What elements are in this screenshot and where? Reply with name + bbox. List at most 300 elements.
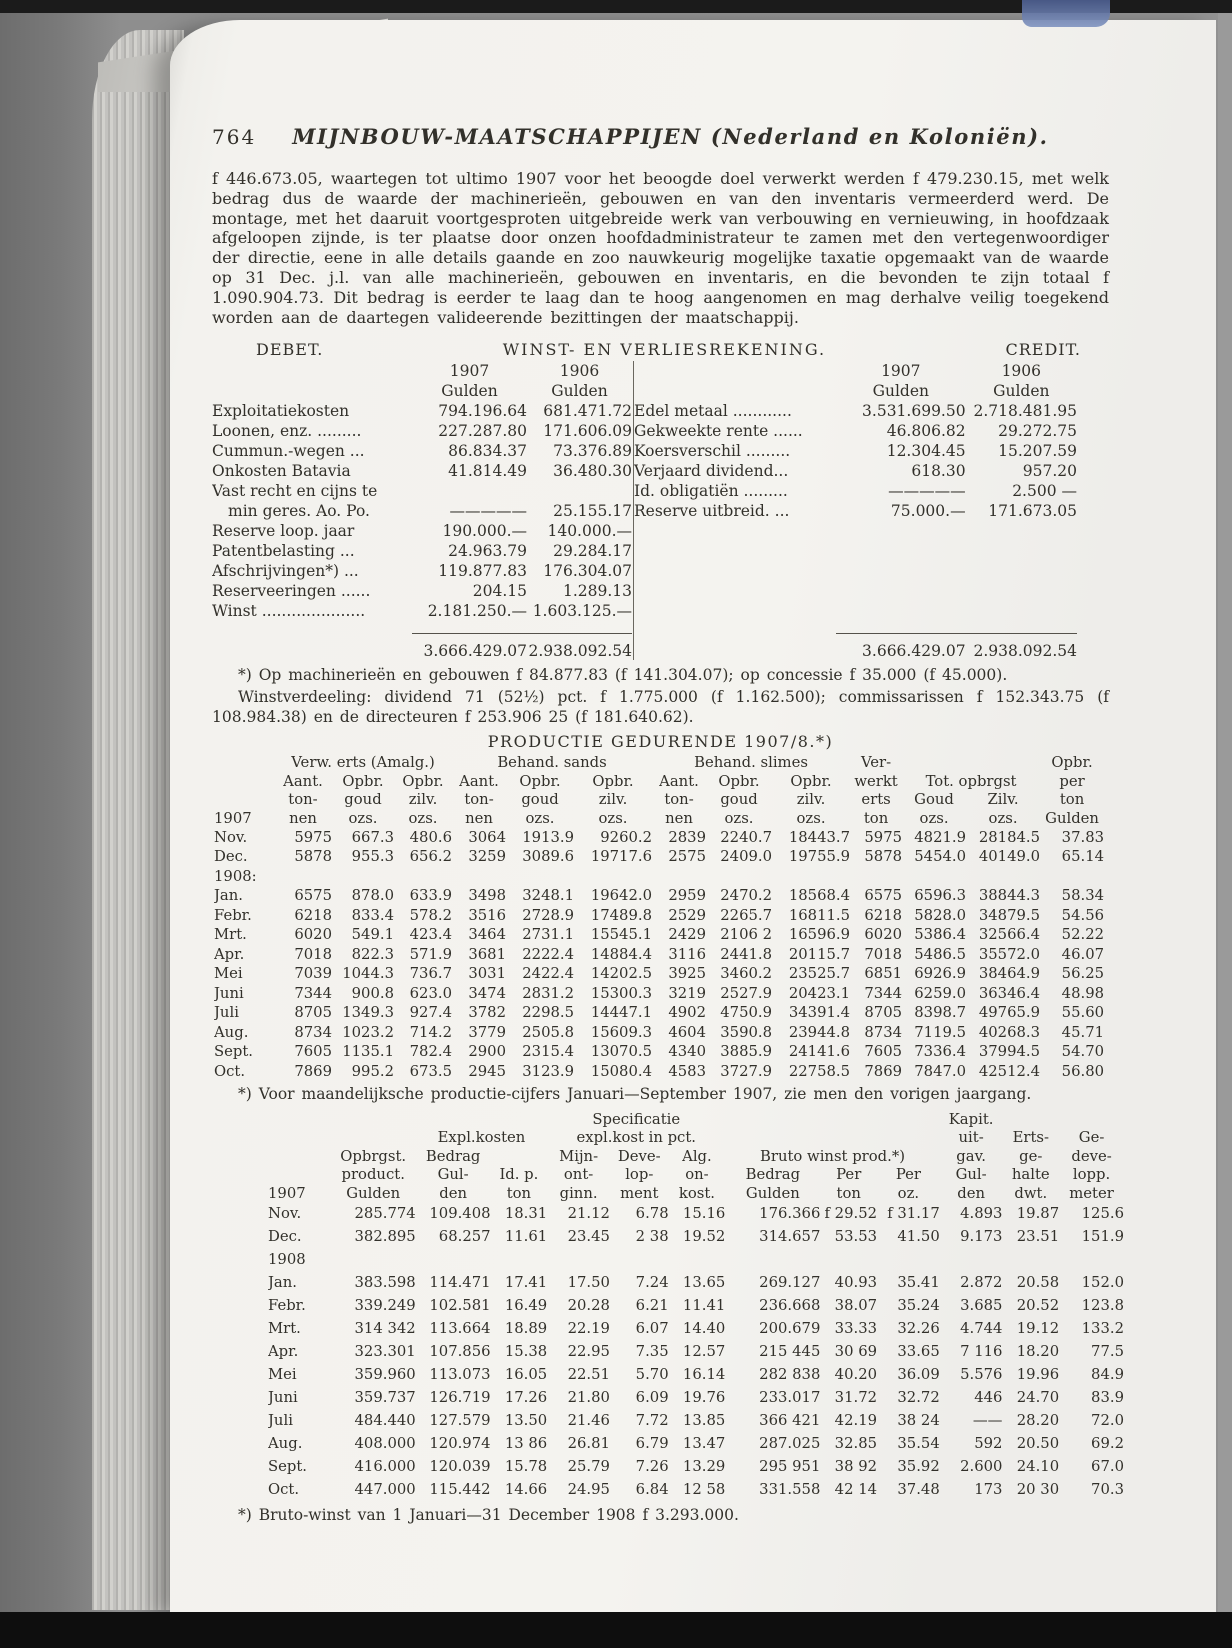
table-cell: Mei — [268, 1366, 297, 1384]
table-cell: 1906 — [559, 362, 600, 381]
table-cell: Febr. — [214, 906, 252, 924]
table-row — [214, 827, 1104, 847]
table-cell: 3474 — [468, 984, 507, 1002]
table-cell: 38 92 — [834, 1458, 878, 1476]
table-cell: 18568.4 — [788, 887, 851, 905]
table-cell: 2575 — [668, 848, 707, 866]
table-cell: 7039 — [294, 965, 332, 983]
table-cell: 28184.5 — [978, 828, 1041, 846]
table-cell: 8734 — [294, 1023, 332, 1041]
table-cell: 6020 — [294, 926, 332, 944]
table-cell — [902, 753, 966, 772]
table-cell: Expl.kosten — [437, 1129, 526, 1147]
table-cell: 6259.0 — [914, 984, 967, 1002]
table-cell: 7.24 — [635, 1274, 669, 1292]
table-cell: 23.51 — [1016, 1228, 1060, 1246]
table-cell — [412, 621, 527, 634]
table-cell: 7336.4 — [914, 1043, 967, 1061]
table-cell: 5878 — [864, 848, 903, 866]
table-cell: 12 58 — [682, 1481, 726, 1499]
credit-table — [633, 361, 1077, 660]
table-cell: 4583 — [668, 1062, 707, 1080]
table-cell: Juli — [214, 1004, 239, 1022]
table-cell: Gulden — [1045, 809, 1099, 827]
table-cell: 77.5 — [1091, 1343, 1124, 1361]
table-cell: zilv. — [796, 791, 826, 809]
table-cell: 269.127 — [759, 1274, 821, 1292]
table-cell: 13.65 — [682, 1274, 726, 1292]
table-cell: 6.78 — [635, 1205, 669, 1223]
table-cell: ozs. — [408, 809, 438, 827]
table-cell: 295 951 — [759, 1458, 821, 1476]
table-cell: Juli — [268, 1412, 293, 1430]
table-cell: Apr. — [214, 945, 245, 963]
table-cell: Zilv. — [987, 791, 1019, 809]
table-cell — [212, 381, 412, 401]
table-cell: 782.4 — [409, 1043, 453, 1061]
table-cell: 12.57 — [682, 1343, 726, 1361]
table-cell: Verw. erts (Amalg.) — [291, 754, 435, 772]
table-cell: 24141.6 — [788, 1043, 851, 1061]
table-cell: 7.35 — [635, 1343, 669, 1361]
table-cell: Sept. — [268, 1458, 308, 1476]
table-cell: 1907 — [449, 362, 490, 381]
table-cell: oz. — [897, 1184, 920, 1202]
table-cell: 19755.9 — [788, 848, 851, 866]
table-cell: 19717.6 — [590, 848, 653, 866]
table-cell: 5386.4 — [914, 926, 967, 944]
table-row — [634, 441, 1078, 461]
table-cell: 54.70 — [1061, 1043, 1105, 1061]
table-cell: 14.66 — [504, 1481, 548, 1499]
table-cell: ————— — [888, 482, 966, 501]
table-cell: Bedrag — [425, 1147, 481, 1165]
table-row — [268, 1271, 1124, 1294]
table-cell: 2441.8 — [720, 945, 773, 963]
table-cell: 383.598 — [354, 1274, 416, 1292]
table-cell — [214, 772, 274, 791]
table-cell: nen — [289, 809, 317, 827]
table-cell: 314 342 — [354, 1320, 416, 1338]
table-cell: 26.81 — [567, 1435, 610, 1453]
table-cell: Juni — [214, 984, 244, 1002]
table-cell: 102.581 — [429, 1297, 491, 1315]
table-cell: 6596.3 — [914, 887, 967, 905]
table-cell: 16811.5 — [788, 906, 851, 924]
table-cell: 84.9 — [1091, 1366, 1124, 1384]
table-cell: 6.84 — [635, 1481, 669, 1499]
table-cell: 21.12 — [567, 1205, 610, 1223]
table-cell — [214, 790, 274, 809]
table-cell: Afschrijvingen*) ... — [212, 562, 359, 581]
table-cell: 6.07 — [635, 1320, 669, 1338]
table-cell: Deve- — [617, 1147, 661, 1165]
table-cell: 19.52 — [682, 1228, 726, 1246]
table-cell: ozs. — [988, 809, 1018, 827]
table-cell: 3.685 — [960, 1297, 1003, 1315]
table-cell: 127.579 — [429, 1412, 491, 1430]
table-cell: ton- — [664, 791, 694, 809]
table-cell: ozs. — [598, 809, 628, 827]
blue-smudge — [1022, 0, 1110, 27]
table-cell: Aug. — [214, 1023, 249, 1041]
table-cell: Opbr. — [519, 772, 561, 790]
table-cell: 40.20 — [834, 1366, 878, 1384]
table-cell: 571.9 — [409, 945, 453, 963]
profit-loss-heading — [212, 340, 1109, 359]
table-cell: 12.304.45 — [886, 442, 966, 461]
table-cell: 215 445 — [759, 1343, 821, 1361]
table-cell: Nov. — [214, 828, 248, 846]
table-cell: 6.79 — [635, 1435, 669, 1453]
table-cell: ozs. — [348, 809, 378, 827]
table-cell: 3782 — [468, 1004, 507, 1022]
table-row — [634, 421, 1078, 441]
table-cell — [820, 1128, 877, 1147]
table-cell: Per — [895, 1166, 921, 1184]
table-cell: 5.70 — [635, 1366, 669, 1384]
photo-right-edge — [1218, 13, 1232, 1612]
table-cell: 4821.9 — [914, 828, 967, 846]
table-cell: 33.33 — [834, 1320, 878, 1338]
table-cell: ton — [1059, 791, 1085, 809]
table-cell: 17.41 — [504, 1274, 548, 1292]
table-cell — [1002, 1110, 1059, 1129]
table-cell: 22.51 — [567, 1366, 610, 1384]
table-cell: 1907 — [881, 362, 921, 381]
table-cell: 2.600 — [960, 1458, 1003, 1476]
table-cell: 5878 — [294, 848, 332, 866]
table-cell: 2.938.092.54 — [966, 634, 1077, 661]
table-cell: 123.8 — [1081, 1297, 1124, 1315]
table-cell: 9260.2 — [600, 828, 653, 846]
table-row — [268, 1317, 1124, 1340]
table-cell: 40149.0 — [978, 848, 1041, 866]
table-cell: 54.56 — [1061, 906, 1105, 924]
table-cell: 955.3 — [351, 848, 394, 866]
page-title: MIJNBOUW-MAATSCHAPPIJEN (Nederland en Koloniën). — [292, 124, 1049, 149]
table-cell: ————— — [449, 502, 527, 521]
table-cell: 8398.7 — [914, 1004, 967, 1022]
table-cell: Gulden — [745, 1184, 800, 1202]
table-cell: 2240.7 — [720, 828, 773, 846]
table-cell: Tot. opbrgst — [925, 772, 1017, 790]
table-cell: 35.24 — [897, 1297, 940, 1315]
table-row — [214, 847, 1104, 867]
table-cell: 2422.4 — [522, 965, 575, 983]
table-cell: 15545.1 — [590, 926, 653, 944]
table-cell: ge- — [1019, 1147, 1043, 1165]
table-cell: 623.0 — [409, 984, 453, 1002]
table-cell: 578.2 — [409, 906, 453, 924]
table-row — [212, 481, 632, 501]
table-cell: Behand. sands — [497, 754, 607, 772]
table-cell: 2.718.481.95 — [973, 402, 1077, 421]
table-cell: 24.10 — [1016, 1458, 1060, 1476]
table-cell: 2.938.092.54 — [527, 634, 632, 661]
table-cell: 3590.8 — [720, 1023, 773, 1041]
table-cell: 592 — [974, 1435, 1003, 1453]
table-cell: 70.3 — [1091, 1481, 1124, 1499]
table-cell: Gulden — [346, 1184, 401, 1202]
table-cell: 37.48 — [897, 1481, 940, 1499]
table-row — [214, 809, 1104, 828]
table-cell: 41.50 — [897, 1228, 940, 1246]
production-footnote: *) Voor maandelijksche productie-cijfers Januari—September 1907, zie men den vorigen jaargang. — [238, 1084, 1032, 1103]
table-cell: werkt — [854, 772, 898, 790]
table-row — [212, 561, 632, 581]
table-cell: 3064 — [468, 828, 507, 846]
table-cell: 4.893 — [960, 1205, 1003, 1223]
table-cell: 3089.6 — [522, 848, 575, 866]
table-cell: 7018 — [864, 945, 903, 963]
table-cell: 9.173 — [960, 1228, 1003, 1246]
table-cell: 56.80 — [1061, 1062, 1105, 1080]
table-cell: Ver- — [860, 754, 892, 772]
table-cell: 32566.4 — [978, 926, 1041, 944]
table-row — [214, 790, 1104, 809]
table-cell: Id. obligatiën ......... — [634, 482, 788, 501]
table-cell: 114.471 — [429, 1274, 491, 1292]
table-cell: 1908 — [268, 1251, 306, 1269]
table-cell: 5454.0 — [914, 848, 967, 866]
table-cell: Apr. — [268, 1343, 299, 1361]
table-cell: goud — [720, 791, 758, 809]
table-row — [212, 581, 632, 601]
table-cell: Opbr. — [1051, 754, 1093, 772]
table-cell: Verjaard dividend... — [634, 462, 789, 481]
table-cell: product. — [341, 1166, 405, 1184]
table-cell — [212, 634, 412, 661]
table-cell: 314.657 — [759, 1228, 821, 1246]
table-row — [214, 1003, 1104, 1023]
table-cell: 68.257 — [438, 1228, 491, 1246]
table-cell: 11.61 — [504, 1228, 548, 1246]
table-cell: Reserve loop. jaar — [212, 522, 355, 541]
table-cell: 4340 — [668, 1043, 707, 1061]
table-cell: 5975 — [864, 828, 903, 846]
table-row — [268, 1110, 1124, 1129]
table-cell: ton- — [464, 791, 494, 809]
table-cell: 6218 — [294, 906, 332, 924]
depreciation-footnote: *) Op machinerieën en gebouwen f 84.877.83 (f 141.304.07); op concessie f 35.000 (f 45.000). — [238, 666, 1008, 685]
table-cell: 22.19 — [567, 1320, 610, 1338]
table-cell: Gulden — [993, 382, 1050, 401]
table-cell — [491, 1147, 548, 1166]
table-cell: 900.8 — [351, 984, 394, 1002]
table-cell: 15300.3 — [590, 984, 653, 1002]
table-cell: 2409.0 — [720, 848, 773, 866]
table-cell: 5975 — [294, 828, 332, 846]
table-cell: 4750.9 — [720, 1004, 773, 1022]
table-cell: 19.76 — [682, 1389, 726, 1407]
table-cell: 1908: — [214, 867, 257, 885]
table-cell: 19.12 — [1016, 1320, 1060, 1338]
table-cell: Per — [836, 1166, 862, 1184]
table-cell: 2315.4 — [522, 1043, 575, 1061]
table-cell: 7847.0 — [914, 1062, 967, 1080]
table-cell: ton- — [288, 791, 318, 809]
table-cell: 416.000 — [354, 1458, 416, 1476]
table-cell: 13 86 — [504, 1435, 548, 1453]
table-cell: 13.85 — [682, 1412, 726, 1430]
table-cell: Jan. — [214, 887, 243, 905]
table-cell: 42 14 — [834, 1481, 878, 1499]
table-cell: 14202.5 — [590, 965, 653, 983]
debet-label: DEBET. — [256, 340, 324, 360]
table-cell: 480.6 — [409, 828, 453, 846]
table-row — [634, 501, 1078, 521]
table-cell: 36346.4 — [978, 984, 1041, 1002]
table-cell: —— — [972, 1412, 1003, 1430]
table-cell: 18.31 — [504, 1205, 548, 1223]
table-cell: 1907 — [268, 1184, 306, 1202]
table-row — [212, 521, 632, 541]
table-cell: 382.895 — [354, 1228, 416, 1246]
credit-label: CREDIT. — [1005, 340, 1081, 360]
table-row — [268, 1432, 1124, 1455]
table-cell: Koersverschil ......... — [634, 442, 791, 461]
table-cell: Ge- — [1078, 1129, 1105, 1147]
table-cell: 23944.8 — [788, 1023, 851, 1041]
table-cell: Loonen, enz. ......... — [212, 422, 362, 441]
table-row — [268, 1363, 1124, 1386]
table-cell: on- — [685, 1166, 709, 1184]
table-cell: 40268.3 — [978, 1023, 1041, 1041]
table-cell: 6926.9 — [914, 965, 967, 983]
table-cell: 113.664 — [429, 1320, 491, 1338]
table-cell — [877, 1128, 940, 1147]
table-cell: deve- — [1071, 1147, 1112, 1165]
table-cell: 3116 — [668, 945, 707, 963]
table-cell: 32.72 — [897, 1389, 940, 1407]
table-cell: 38.07 — [834, 1297, 878, 1315]
table-cell — [966, 521, 1077, 634]
table-cell: 25.79 — [567, 1458, 610, 1476]
table-row — [214, 983, 1104, 1003]
table-cell: Opbrgst. — [340, 1147, 407, 1165]
table-cell: 17489.8 — [590, 906, 653, 924]
table-cell: 32.26 — [897, 1320, 940, 1338]
table-cell: Reserve uitbreid. ... — [634, 502, 790, 521]
table-cell: 359.960 — [354, 1366, 416, 1384]
table-row — [214, 866, 1104, 886]
table-cell: 14.40 — [682, 1320, 726, 1338]
table-cell: 17.50 — [567, 1274, 610, 1292]
table-cell: 42512.4 — [978, 1062, 1041, 1080]
table-cell: 18.89 — [504, 1320, 548, 1338]
table-row — [268, 1165, 1124, 1184]
table-cell: 23.45 — [567, 1228, 610, 1246]
table-cell: 15.207.59 — [998, 442, 1077, 461]
table-cell: 1.289.13 — [562, 582, 632, 601]
table-cell: 20 30 — [1016, 1481, 1060, 1499]
table-cell: Patentbelasting ... — [212, 542, 355, 561]
table-cell: 2831.2 — [522, 984, 575, 1002]
table-cell: Erts- — [1012, 1129, 1049, 1147]
table-cell: Opbr. — [342, 772, 384, 790]
table-cell: 2298.5 — [522, 1004, 575, 1022]
table-cell: Aant. — [659, 772, 699, 790]
table-cell: Dec. — [268, 1228, 302, 1246]
table-row — [214, 1022, 1104, 1042]
table-cell: 2839 — [668, 828, 707, 846]
table-row — [214, 753, 1104, 772]
table-cell: 7.26 — [635, 1458, 669, 1476]
table-cell: 3259 — [468, 848, 507, 866]
table-row — [212, 461, 632, 481]
table-cell: Bedrag — [745, 1166, 801, 1184]
table-cell: Gul- — [955, 1166, 987, 1184]
table-cell: 16596.9 — [788, 926, 851, 944]
table-row — [214, 905, 1104, 925]
table-cell: Goud — [914, 791, 954, 809]
table-cell — [725, 1128, 820, 1147]
table-cell: 176.304.07 — [543, 562, 632, 581]
table-row — [214, 1042, 1104, 1062]
table-cell: 22.95 — [567, 1343, 610, 1361]
table-cell: ont- — [563, 1166, 594, 1184]
table-cell: erts — [861, 791, 891, 809]
table-cell — [820, 1110, 877, 1129]
table-cell: 1135.1 — [342, 1043, 394, 1061]
table-cell: 7869 — [864, 1062, 903, 1080]
table-cell: 549.1 — [351, 926, 394, 944]
table-cell — [268, 1110, 331, 1129]
table-cell: 287.025 — [759, 1435, 821, 1453]
table-cell — [416, 1110, 491, 1129]
profit-loss-title: WINST- EN VERLIESREKENING. — [502, 340, 827, 360]
table-cell: Mijn- — [559, 1147, 599, 1165]
table-cell: ton — [506, 1184, 532, 1202]
table-cell: dwt. — [1014, 1184, 1048, 1202]
table-cell: 2265.7 — [720, 906, 773, 924]
table-cell: 4604 — [668, 1023, 707, 1041]
table-cell: f 31.17 — [887, 1205, 940, 1223]
table-row — [634, 481, 1078, 501]
table-cell: Specificatie — [592, 1110, 681, 1128]
table-cell: 423.4 — [409, 926, 453, 944]
table-cell: goud — [344, 791, 382, 809]
table-cell: 58.34 — [1061, 887, 1105, 905]
table-cell: 151.9 — [1081, 1228, 1124, 1246]
table-cell: 7.72 — [635, 1412, 669, 1430]
table-cell — [634, 361, 837, 381]
table-cell: per — [1059, 772, 1085, 790]
table-cell: Febr. — [268, 1297, 306, 1315]
table-cell: 3681 — [468, 945, 507, 963]
table-cell: 2470.2 — [720, 887, 773, 905]
table-row — [634, 381, 1078, 401]
table-cell: 2945 — [468, 1062, 507, 1080]
table-cell: 24.963.79 — [448, 542, 527, 561]
table-cell: 20423.1 — [788, 984, 851, 1002]
table-cell: 656.2 — [409, 848, 453, 866]
table-cell — [966, 753, 1040, 772]
table-cell: 200.679 — [759, 1320, 821, 1338]
table-row — [268, 1409, 1124, 1432]
table-row — [212, 421, 632, 441]
table-row — [212, 501, 632, 521]
table-cell: 56.25 — [1061, 965, 1105, 983]
table-cell: Gulden — [441, 382, 498, 401]
table-cell: 878.0 — [351, 887, 394, 905]
table-cell: 5828.0 — [914, 906, 967, 924]
table-cell: 6851 — [864, 965, 903, 983]
table-cell: 15.38 — [504, 1343, 548, 1361]
table-cell — [634, 634, 837, 661]
profit-distribution-note: Winstverdeeling: dividend 71 (52½) pct. f 1.775.000 (f 1.162.500); commissarissen f 152.343.75 (f 108.984.38) en de directeuren f 253.906 25 (f 181.640.62). — [212, 688, 1109, 727]
